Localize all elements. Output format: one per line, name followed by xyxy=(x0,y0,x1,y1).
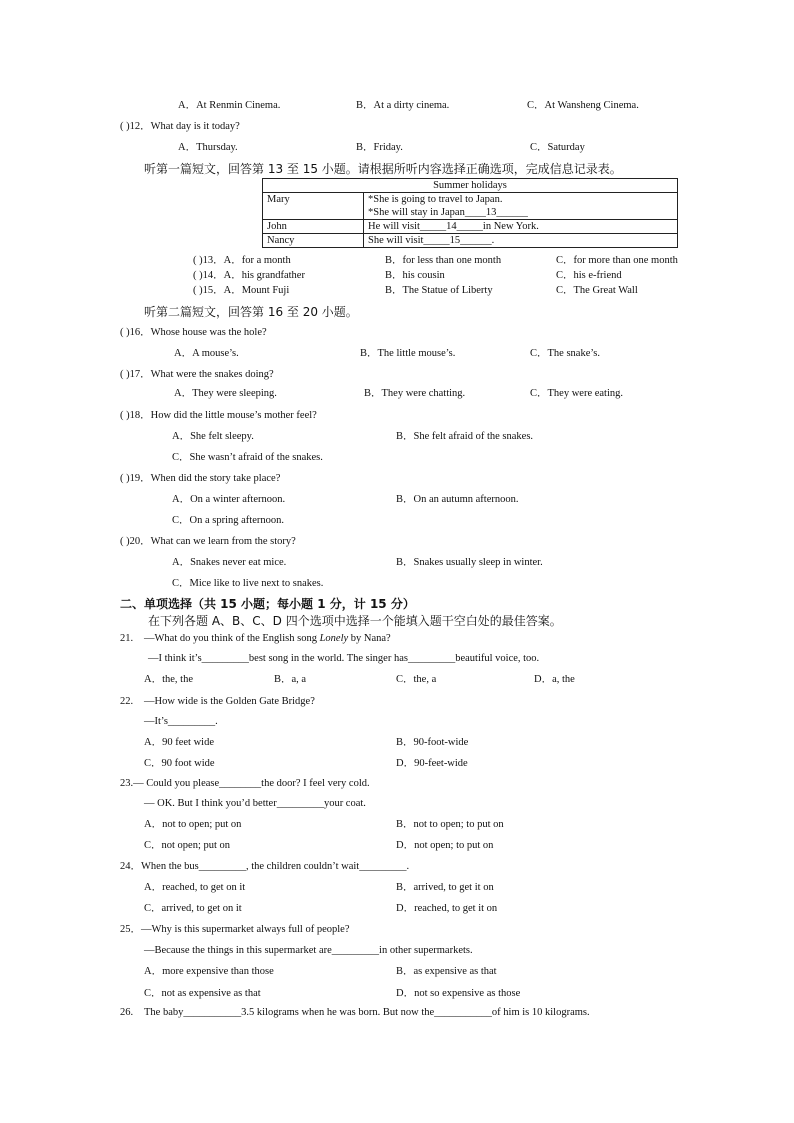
table-cell-line: *She is going to travel to Japan. xyxy=(368,194,503,205)
summer-holidays-table xyxy=(262,178,678,248)
q20-option-b: B．Snakes usually sleep in winter. xyxy=(396,557,543,568)
passage1-instruction: 听第一篇短文，回答第 13 至 15 小题。请根据所听内容选择正确选项，完成信息记录表。 xyxy=(144,162,622,176)
q23-line1: 23.— Could you please________the door? I feel very cold. xyxy=(120,778,370,789)
q22-option-c: C．90 foot wide xyxy=(144,758,215,769)
q11-option-b: B．At a dirty cinema. xyxy=(356,100,450,111)
passage2-instruction: 听第二篇短文，回答第 16 至 20 小题。 xyxy=(144,305,358,319)
section2-instruction: 在下列各题 A、B、C、D 四个选项中选择一个能填入题干空白处的最佳答案。 xyxy=(148,614,562,628)
q21-line1-pre: —What do you think of the English song xyxy=(144,633,320,644)
q17-option-c: C．They were eating. xyxy=(530,388,624,399)
q24-option-d: D．reached, to get it on xyxy=(396,903,498,914)
q25-option-b: B．as expensive as that xyxy=(396,966,497,977)
q16-option-b: B．The little mouse’s. xyxy=(360,348,456,359)
q14-stem: ( )14．A．his grandfather xyxy=(193,270,305,281)
q23-option-b: B．not to open; to put on xyxy=(396,819,504,830)
q25-line2: —Because the things in this supermarket are_________in other supermarkets. xyxy=(144,945,473,956)
table-row xyxy=(263,234,678,248)
q21-option-a: A．the, the xyxy=(144,674,193,685)
q21-option-b: B．a, a xyxy=(274,674,307,685)
q16-stem: ( )16．Whose house was the hole? xyxy=(120,327,267,338)
q25-option-d: D．not so expensive as those xyxy=(396,988,521,999)
q23-line2: — OK. But I think you’d better_________your coat. xyxy=(144,798,366,809)
q25-option-c: C．not as expensive as that xyxy=(144,988,261,999)
q20-option-a: A．Snakes never eat mice. xyxy=(172,557,287,568)
table-cell-line: *She will stay in Japan____13______ xyxy=(368,207,528,218)
q11-option-c: C．At Wansheng Cinema. xyxy=(527,100,639,111)
q13-stem: ( )13．A．for a month xyxy=(193,255,291,266)
q23-option-c: C．not open; put on xyxy=(144,840,231,851)
q12-option-a: A．Thursday. xyxy=(178,142,238,153)
q22-option-b: B．90-foot-wide xyxy=(396,737,469,748)
q22-option-a: A．90 feet wide xyxy=(144,737,214,748)
q12-stem: ( )12．What day is it today? xyxy=(120,121,240,132)
table-row xyxy=(263,193,678,220)
q18-option-a: A．She felt sleepy. xyxy=(172,431,254,442)
q19-option-a: A．On a winter afternoon. xyxy=(172,494,286,505)
q21-line1 xyxy=(144,632,391,646)
section2-title: 二、单项选择（共 15 小题；每小题 1 分，计 15 分） xyxy=(120,597,415,611)
q25-line1: 25．—Why is this supermarket always full of people? xyxy=(120,924,350,935)
q13-option-c: C．for more than one month xyxy=(556,255,678,266)
q18-option-c: C．She wasn’t afraid of the snakes. xyxy=(172,452,323,463)
q21-option-c: C．the, a xyxy=(396,674,437,685)
table-header: Summer holidays xyxy=(263,179,678,193)
q14-option-c: C．his e-friend xyxy=(556,270,622,281)
table-cell-name: Nancy xyxy=(263,234,364,248)
q19-option-c: C．On a spring afternoon. xyxy=(172,515,284,526)
q12-option-c: C．Saturday xyxy=(530,142,585,153)
q18-option-b: B．She felt afraid of the snakes. xyxy=(396,431,534,442)
q11-option-a: A．At Renmin Cinema. xyxy=(178,100,281,111)
q21-number: 21. xyxy=(120,633,134,644)
table-cell-info xyxy=(364,193,678,220)
q20-stem: ( )20．What can we learn from the story? xyxy=(120,536,296,547)
q17-stem: ( )17．What were the snakes doing? xyxy=(120,369,274,380)
q18-stem: ( )18．How did the little mouse’s mother feel? xyxy=(120,410,317,421)
q21-line1-post: by Nana? xyxy=(348,633,391,644)
table-row xyxy=(263,220,678,234)
table-cell-name: Mary xyxy=(263,193,364,220)
q17-option-a: A．They were sleeping. xyxy=(174,388,277,399)
q22-line2: —It’s_________. xyxy=(144,716,218,727)
q22-number: 22. xyxy=(120,696,134,707)
q22-option-d: D．90-feet-wide xyxy=(396,758,468,769)
q20-option-c: C．Mice like to live next to snakes. xyxy=(172,578,324,589)
table-cell-info: He will visit_____14_____in New York. xyxy=(364,220,678,234)
q16-option-c: C．The snake’s. xyxy=(530,348,600,359)
q16-option-a: A．A mouse’s. xyxy=(174,348,239,359)
q23-option-d: D．not open; to put on xyxy=(396,840,494,851)
table-cell-info: She will visit_____15______. xyxy=(364,234,678,248)
q25-option-a: A．more expensive than those xyxy=(144,966,274,977)
q26-line1: The baby___________3.5 kilograms when he was born. But now the___________of him is 10 kilograms. xyxy=(144,1007,590,1018)
q15-option-c: C．The Great Wall xyxy=(556,285,638,296)
q24-option-a: A．reached, to get on it xyxy=(144,882,246,893)
q22-line1: —How wide is the Golden Gate Bridge? xyxy=(144,696,315,707)
table-cell-name: John xyxy=(263,220,364,234)
q15-stem: ( )15．A．Mount Fuji xyxy=(193,285,290,296)
q24-option-c: C．arrived, to get on it xyxy=(144,903,242,914)
q13-option-b: B．for less than one month xyxy=(385,255,502,266)
q19-option-b: B．On an autumn afternoon. xyxy=(396,494,519,505)
q17-option-b: B．They were chatting. xyxy=(364,388,466,399)
q21-line2: —I think it’s_________best song in the world. The singer has_________beautiful voice, too. xyxy=(148,653,540,664)
q19-stem: ( )19．When did the story take place? xyxy=(120,473,281,484)
q14-option-b: B．his cousin xyxy=(385,270,445,281)
q24-line1: 24．When the bus_________, the children couldn’t wait_________. xyxy=(120,861,410,872)
q15-option-b: B．The Statue of Liberty xyxy=(385,285,493,296)
q26-number: 26. xyxy=(120,1007,134,1018)
q21-song-title: Lonely xyxy=(319,633,349,644)
q24-option-b: B．arrived, to get it on xyxy=(396,882,494,893)
q21-option-d: D．a, the xyxy=(534,674,575,685)
q12-option-b: B．Friday. xyxy=(356,142,403,153)
q23-option-a: A．not to open; put on xyxy=(144,819,242,830)
